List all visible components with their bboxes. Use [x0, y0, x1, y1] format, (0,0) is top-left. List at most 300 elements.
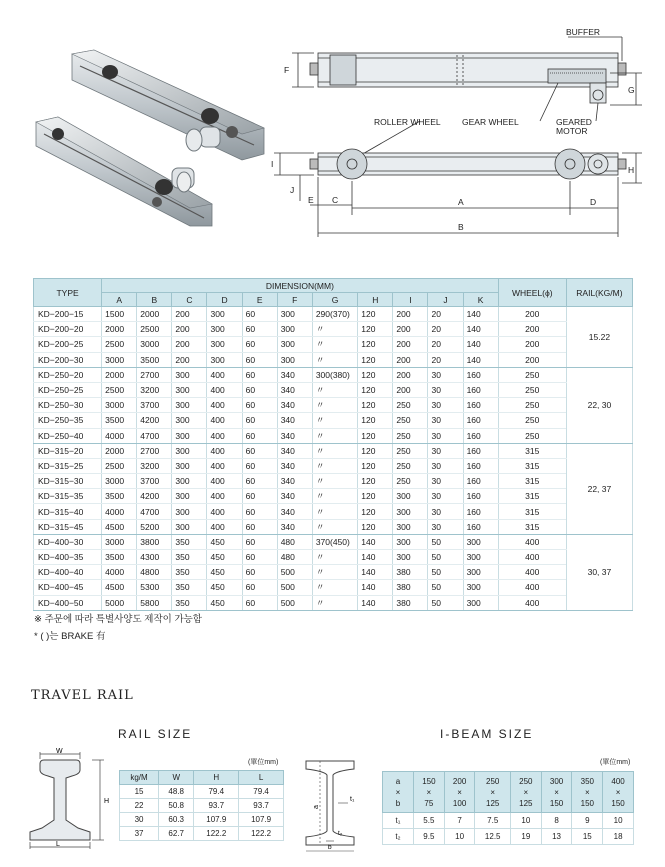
cell-dim-c: 300	[172, 428, 207, 443]
ibeam-cell: 13	[541, 829, 572, 845]
cell-dim-c: 200	[172, 337, 207, 352]
ibeam-fig-a: a	[313, 805, 320, 809]
label-h: H	[628, 165, 635, 175]
rail-cell: 60.3	[159, 813, 194, 827]
ibeam-cell: 19	[510, 829, 541, 845]
ibeam-b-value: 125	[486, 798, 500, 808]
cell-dim-j: 50	[428, 550, 463, 565]
cell-dim-i: 300	[393, 534, 428, 549]
cell-wheel: 400	[498, 595, 566, 610]
cell-dim-h: 120	[358, 489, 393, 504]
table-row	[34, 550, 633, 565]
table-row	[34, 504, 633, 519]
cell-dim-i: 300	[393, 489, 428, 504]
cell-dim-b: 4700	[137, 504, 172, 519]
table-row	[34, 474, 633, 489]
cell-dim-e: 60	[242, 398, 277, 413]
cell-dim-c: 300	[172, 489, 207, 504]
th-dim-e: E	[242, 293, 277, 307]
cell-dim-b: 3700	[137, 474, 172, 489]
cell-dim-g: 〃	[312, 595, 357, 610]
cell-dim-d: 400	[207, 428, 242, 443]
cell-dim-a: 4000	[102, 565, 137, 580]
cell-dim-g: 〃	[312, 382, 357, 397]
cell-dim-b: 4200	[137, 489, 172, 504]
cell-dim-e: 60	[242, 352, 277, 367]
cell-dim-i: 250	[393, 443, 428, 458]
cell-dim-d: 400	[207, 443, 242, 458]
cell-dim-a: 2500	[102, 458, 137, 473]
rail-cell: 50.8	[159, 799, 194, 813]
rail-cell: 48.8	[159, 785, 194, 799]
ibeam-a-value: 150	[422, 776, 436, 786]
cell-dim-h: 120	[358, 428, 393, 443]
cell-dim-j: 30	[428, 413, 463, 428]
cell-dim-a: 2500	[102, 382, 137, 397]
rail-cell: 37	[120, 827, 159, 841]
cell-dim-a: 2500	[102, 337, 137, 352]
label-a: A	[458, 197, 464, 207]
cell-dim-b: 3500	[137, 352, 172, 367]
cell-dim-b: 3000	[137, 337, 172, 352]
ibeam-cell: 12.5	[475, 829, 511, 845]
cell-wheel: 315	[498, 474, 566, 489]
ibeam-b-value: 150	[611, 798, 625, 808]
travel-rail-title: TRAVEL RAIL	[31, 688, 134, 703]
table-row	[34, 337, 633, 352]
cell-dim-b: 5800	[137, 595, 172, 610]
rail-cell: 107.9	[239, 813, 284, 827]
table-row	[34, 307, 633, 322]
cell-dim-e: 60	[242, 519, 277, 534]
cell-dim-e: 60	[242, 595, 277, 610]
cell-wheel: 315	[498, 519, 566, 534]
table-row	[383, 829, 634, 845]
th-dim-f: F	[277, 293, 312, 307]
cell-type: KD−250−30	[34, 398, 102, 413]
label-j: J	[290, 185, 295, 195]
ibeam-label-ab	[383, 772, 414, 813]
cell-dim-f: 340	[277, 489, 312, 504]
rail-cell: 79.4	[239, 785, 284, 799]
cell-dim-k: 160	[463, 367, 498, 382]
cell-dim-k: 160	[463, 458, 498, 473]
cell-dim-i: 380	[393, 595, 428, 610]
cell-dim-h: 120	[358, 519, 393, 534]
th-dimension: DIMENSION(MM)	[102, 279, 499, 293]
cell-rail: 15.22	[566, 307, 632, 368]
ibeam-times: ×	[554, 787, 559, 797]
cell-dim-a: 4000	[102, 504, 137, 519]
label-g: G	[628, 85, 635, 95]
cell-dim-b: 3200	[137, 382, 172, 397]
cell-dim-d: 400	[207, 367, 242, 382]
cell-type: KD−400−30	[34, 534, 102, 549]
cell-dim-i: 250	[393, 474, 428, 489]
spec-table	[33, 278, 633, 611]
cell-dim-i: 250	[393, 428, 428, 443]
cell-type: KD−400−50	[34, 595, 102, 610]
table-row	[34, 565, 633, 580]
ibeam-b-value: 100	[452, 798, 467, 808]
table-row	[34, 352, 633, 367]
rail-fig-h: H	[104, 798, 110, 805]
rail-cell: 79.4	[194, 785, 239, 799]
ibeam-cell: 9.5	[414, 829, 445, 845]
ibeam-a-value: 350	[580, 776, 594, 786]
cell-dim-e: 60	[242, 322, 277, 337]
table-row	[34, 595, 633, 610]
rail-cell: 15	[120, 785, 159, 799]
cell-type: KD−315−40	[34, 504, 102, 519]
label-gear-wheel: GEAR WHEEL	[462, 117, 519, 127]
cell-dim-a: 4500	[102, 519, 137, 534]
cell-dim-f: 340	[277, 428, 312, 443]
cell-dim-g: 〃	[312, 580, 357, 595]
cell-wheel: 250	[498, 382, 566, 397]
th-dim-c: C	[172, 293, 207, 307]
th-dim-j: J	[428, 293, 463, 307]
ibeam-unit: (單位mm)	[600, 759, 631, 766]
table-row	[34, 519, 633, 534]
cell-dim-f: 340	[277, 443, 312, 458]
cell-dim-c: 350	[172, 550, 207, 565]
cell-dim-k: 300	[463, 534, 498, 549]
table-row	[34, 443, 633, 458]
rail-th-0: kg/M	[120, 771, 159, 785]
cell-rail: 22, 30	[566, 367, 632, 443]
cell-dim-e: 60	[242, 489, 277, 504]
th-type: TYPE	[34, 279, 102, 307]
table-row	[34, 382, 633, 397]
ibeam-cell: 9	[572, 813, 603, 829]
cell-dim-j: 20	[428, 322, 463, 337]
cell-dim-g: 〃	[312, 474, 357, 489]
ibeam-size-col	[572, 772, 603, 813]
label-c: C	[332, 195, 339, 205]
dimension-drawing	[270, 25, 650, 245]
rail-cell: 22	[120, 799, 159, 813]
rail-th-2: H	[194, 771, 239, 785]
cell-dim-k: 160	[463, 428, 498, 443]
cell-type: KD−400−45	[34, 580, 102, 595]
cell-dim-a: 3000	[102, 534, 137, 549]
cell-dim-g: 〃	[312, 352, 357, 367]
cell-wheel: 250	[498, 413, 566, 428]
cell-dim-h: 120	[358, 474, 393, 489]
cell-dim-h: 120	[358, 307, 393, 322]
cell-dim-b: 4700	[137, 428, 172, 443]
cell-dim-d: 300	[207, 337, 242, 352]
rail-cell: 93.7	[239, 799, 284, 813]
cell-dim-j: 20	[428, 307, 463, 322]
cell-dim-a: 2000	[102, 322, 137, 337]
cell-dim-e: 60	[242, 458, 277, 473]
cell-dim-g: 〃	[312, 550, 357, 565]
cell-dim-d: 300	[207, 307, 242, 322]
cell-rail: 22, 37	[566, 443, 632, 534]
table-row	[34, 322, 633, 337]
cell-wheel: 200	[498, 322, 566, 337]
cell-dim-g: 290(370)	[312, 307, 357, 322]
cell-dim-g: 〃	[312, 428, 357, 443]
ibeam-a-value: 300	[549, 776, 564, 786]
rail-cell: 93.7	[194, 799, 239, 813]
cell-type: KD−250−35	[34, 413, 102, 428]
table-row	[120, 827, 284, 841]
ibeam-a-value: 400	[611, 776, 625, 786]
cell-dim-b: 3200	[137, 458, 172, 473]
cell-dim-h: 120	[358, 322, 393, 337]
cell-dim-d: 300	[207, 352, 242, 367]
cell-dim-a: 5000	[102, 595, 137, 610]
cell-dim-d: 400	[207, 398, 242, 413]
cell-dim-f: 340	[277, 458, 312, 473]
cell-type: KD−315−35	[34, 489, 102, 504]
cell-dim-c: 300	[172, 474, 207, 489]
rail-th-3: L	[239, 771, 284, 785]
cell-dim-h: 140	[358, 534, 393, 549]
cell-dim-b: 3800	[137, 534, 172, 549]
cell-dim-c: 200	[172, 322, 207, 337]
ibeam-times: ×	[457, 787, 462, 797]
cell-dim-h: 120	[358, 458, 393, 473]
cell-dim-h: 120	[358, 413, 393, 428]
cell-dim-h: 140	[358, 565, 393, 580]
cell-type: KD−315−25	[34, 458, 102, 473]
cell-dim-c: 200	[172, 307, 207, 322]
th-dim-a: A	[102, 293, 137, 307]
cell-dim-a: 3500	[102, 489, 137, 504]
cell-dim-a: 4000	[102, 428, 137, 443]
cell-dim-c: 300	[172, 398, 207, 413]
cell-rail: 30, 37	[566, 534, 632, 610]
label-b: B	[458, 222, 464, 232]
cell-dim-f: 340	[277, 413, 312, 428]
cell-dim-c: 300	[172, 367, 207, 382]
ibeam-size-col	[603, 772, 634, 813]
cell-dim-k: 140	[463, 322, 498, 337]
cell-dim-a: 4500	[102, 580, 137, 595]
cell-dim-f: 500	[277, 565, 312, 580]
ibeam-b-value: 125	[519, 798, 533, 808]
cell-dim-e: 60	[242, 580, 277, 595]
cell-dim-c: 300	[172, 382, 207, 397]
cell-wheel: 400	[498, 534, 566, 549]
th-dim-b: B	[137, 293, 172, 307]
ibeam-profile-figure	[300, 755, 370, 855]
cell-dim-a: 3000	[102, 352, 137, 367]
table-row	[120, 799, 284, 813]
ibeam-cell: 18	[603, 829, 634, 845]
cell-dim-b: 5200	[137, 519, 172, 534]
cell-wheel: 315	[498, 443, 566, 458]
cell-dim-b: 4300	[137, 550, 172, 565]
ibeam-cell: 15	[572, 829, 603, 845]
cell-dim-k: 300	[463, 580, 498, 595]
cell-dim-c: 350	[172, 534, 207, 549]
cell-dim-e: 60	[242, 367, 277, 382]
cell-dim-i: 200	[393, 337, 428, 352]
ibeam-a-value: 250	[519, 776, 533, 786]
rail-fig-l: L	[56, 841, 60, 848]
cell-dim-i: 200	[393, 322, 428, 337]
rail-fig-w: W	[56, 748, 63, 755]
cell-dim-c: 300	[172, 504, 207, 519]
cell-dim-g: 〃	[312, 398, 357, 413]
th-dim-g: G	[312, 293, 357, 307]
cell-dim-i: 250	[393, 398, 428, 413]
cell-dim-h: 140	[358, 550, 393, 565]
cell-wheel: 250	[498, 398, 566, 413]
label-geared-2: MOTOR	[556, 126, 588, 136]
cell-dim-c: 300	[172, 413, 207, 428]
cell-dim-e: 60	[242, 565, 277, 580]
cell-dim-i: 200	[393, 307, 428, 322]
cell-dim-k: 300	[463, 565, 498, 580]
cell-dim-f: 480	[277, 550, 312, 565]
cell-dim-g: 〃	[312, 337, 357, 352]
cell-type: KD−315−30	[34, 474, 102, 489]
cell-dim-g: 370(450)	[312, 534, 357, 549]
cell-type: KD−315−45	[34, 519, 102, 534]
rail-profile-figure	[20, 748, 115, 853]
note-special-order: ※ 주문에 따라 특별사양도 제작이 가능함	[34, 614, 202, 625]
cell-dim-e: 60	[242, 474, 277, 489]
cell-dim-d: 450	[207, 595, 242, 610]
rail-unit: (單位mm)	[248, 759, 279, 766]
table-row	[34, 580, 633, 595]
cell-dim-b: 5300	[137, 580, 172, 595]
ibeam-cell: 10	[603, 813, 634, 829]
ibeam-size-col	[541, 772, 572, 813]
cell-dim-f: 500	[277, 580, 312, 595]
ibeam-cell: 7.5	[475, 813, 511, 829]
cell-dim-i: 250	[393, 458, 428, 473]
table-row	[34, 428, 633, 443]
cell-dim-j: 50	[428, 565, 463, 580]
th-wheel: WHEEL(ϕ)	[498, 279, 566, 307]
ibeam-cell: 7	[444, 813, 475, 829]
cell-dim-j: 30	[428, 367, 463, 382]
ibeam-times: ×	[615, 787, 621, 797]
cell-type: KD−200−20	[34, 322, 102, 337]
th-dim-k: K	[463, 293, 498, 307]
cell-wheel: 200	[498, 352, 566, 367]
ibeam-fig-t1: t₁	[350, 796, 355, 803]
ibeam-size-title: I-BEAM SIZE	[440, 727, 534, 741]
cell-dim-f: 340	[277, 382, 312, 397]
cell-dim-f: 300	[277, 352, 312, 367]
cell-dim-h: 120	[358, 504, 393, 519]
rail-cell: 30	[120, 813, 159, 827]
cell-dim-f: 340	[277, 474, 312, 489]
cell-dim-f: 300	[277, 322, 312, 337]
cell-dim-b: 3700	[137, 398, 172, 413]
ibeam-times: ×	[584, 787, 590, 797]
cell-dim-e: 60	[242, 550, 277, 565]
cell-dim-f: 340	[277, 398, 312, 413]
label-e: E	[308, 195, 314, 205]
rail-cell: 122.2	[194, 827, 239, 841]
cell-dim-i: 380	[393, 580, 428, 595]
cell-dim-k: 300	[463, 550, 498, 565]
table-row	[34, 489, 633, 504]
ibeam-label-times: ×	[395, 787, 401, 797]
cell-dim-g: 〃	[312, 322, 357, 337]
rail-size-title: RAIL SIZE	[118, 727, 193, 741]
ibeam-a-value: 200	[452, 776, 467, 786]
cell-wheel: 250	[498, 367, 566, 382]
cell-type: KD−200−25	[34, 337, 102, 352]
cell-dim-h: 120	[358, 398, 393, 413]
cell-dim-a: 3000	[102, 474, 137, 489]
label-f: F	[284, 65, 290, 75]
cell-dim-h: 140	[358, 580, 393, 595]
cell-wheel: 315	[498, 504, 566, 519]
cell-dim-d: 400	[207, 458, 242, 473]
cell-dim-g: 〃	[312, 519, 357, 534]
cell-wheel: 400	[498, 565, 566, 580]
ibeam-b-value: 75	[424, 798, 434, 808]
cell-type: KD−250−40	[34, 428, 102, 443]
th-rail: RAIL(KG/M)	[566, 279, 632, 307]
ibeam-fig-t2: t₂	[338, 830, 343, 837]
cell-dim-f: 480	[277, 534, 312, 549]
cell-type: KD−200−15	[34, 307, 102, 322]
cell-type: KD−200−30	[34, 352, 102, 367]
table-row	[120, 785, 284, 799]
table-row	[120, 813, 284, 827]
cell-dim-k: 160	[463, 443, 498, 458]
cell-dim-j: 20	[428, 352, 463, 367]
ibeam-label-b: b	[395, 798, 401, 808]
label-i: I	[271, 159, 274, 169]
cell-dim-a: 1500	[102, 307, 137, 322]
cell-dim-g: 〃	[312, 565, 357, 580]
ibeam-fig-b: b	[328, 844, 332, 851]
cell-dim-f: 340	[277, 519, 312, 534]
cell-dim-k: 140	[463, 337, 498, 352]
cell-dim-c: 350	[172, 565, 207, 580]
ibeam-size-col	[414, 772, 445, 813]
cell-dim-i: 300	[393, 519, 428, 534]
cell-dim-e: 60	[242, 504, 277, 519]
cell-type: KD−315−20	[34, 443, 102, 458]
label-buffer: BUFFER	[566, 27, 600, 37]
rail-size-table	[119, 770, 284, 841]
end-carriage-photo	[32, 42, 267, 227]
cell-dim-e: 60	[242, 382, 277, 397]
cell-dim-a: 2000	[102, 443, 137, 458]
table-row	[34, 398, 633, 413]
cell-dim-b: 2500	[137, 322, 172, 337]
cell-type: KD−400−40	[34, 565, 102, 580]
ibeam-size-table	[382, 771, 634, 845]
cell-dim-i: 300	[393, 550, 428, 565]
cell-dim-d: 400	[207, 474, 242, 489]
cell-dim-c: 350	[172, 595, 207, 610]
ibeam-size-col	[475, 772, 511, 813]
cell-dim-j: 30	[428, 519, 463, 534]
cell-dim-j: 30	[428, 428, 463, 443]
table-row	[34, 534, 633, 549]
cell-dim-e: 60	[242, 428, 277, 443]
cell-dim-b: 2700	[137, 443, 172, 458]
cell-wheel: 400	[498, 580, 566, 595]
ibeam-times: ×	[490, 787, 496, 797]
cell-dim-k: 300	[463, 595, 498, 610]
